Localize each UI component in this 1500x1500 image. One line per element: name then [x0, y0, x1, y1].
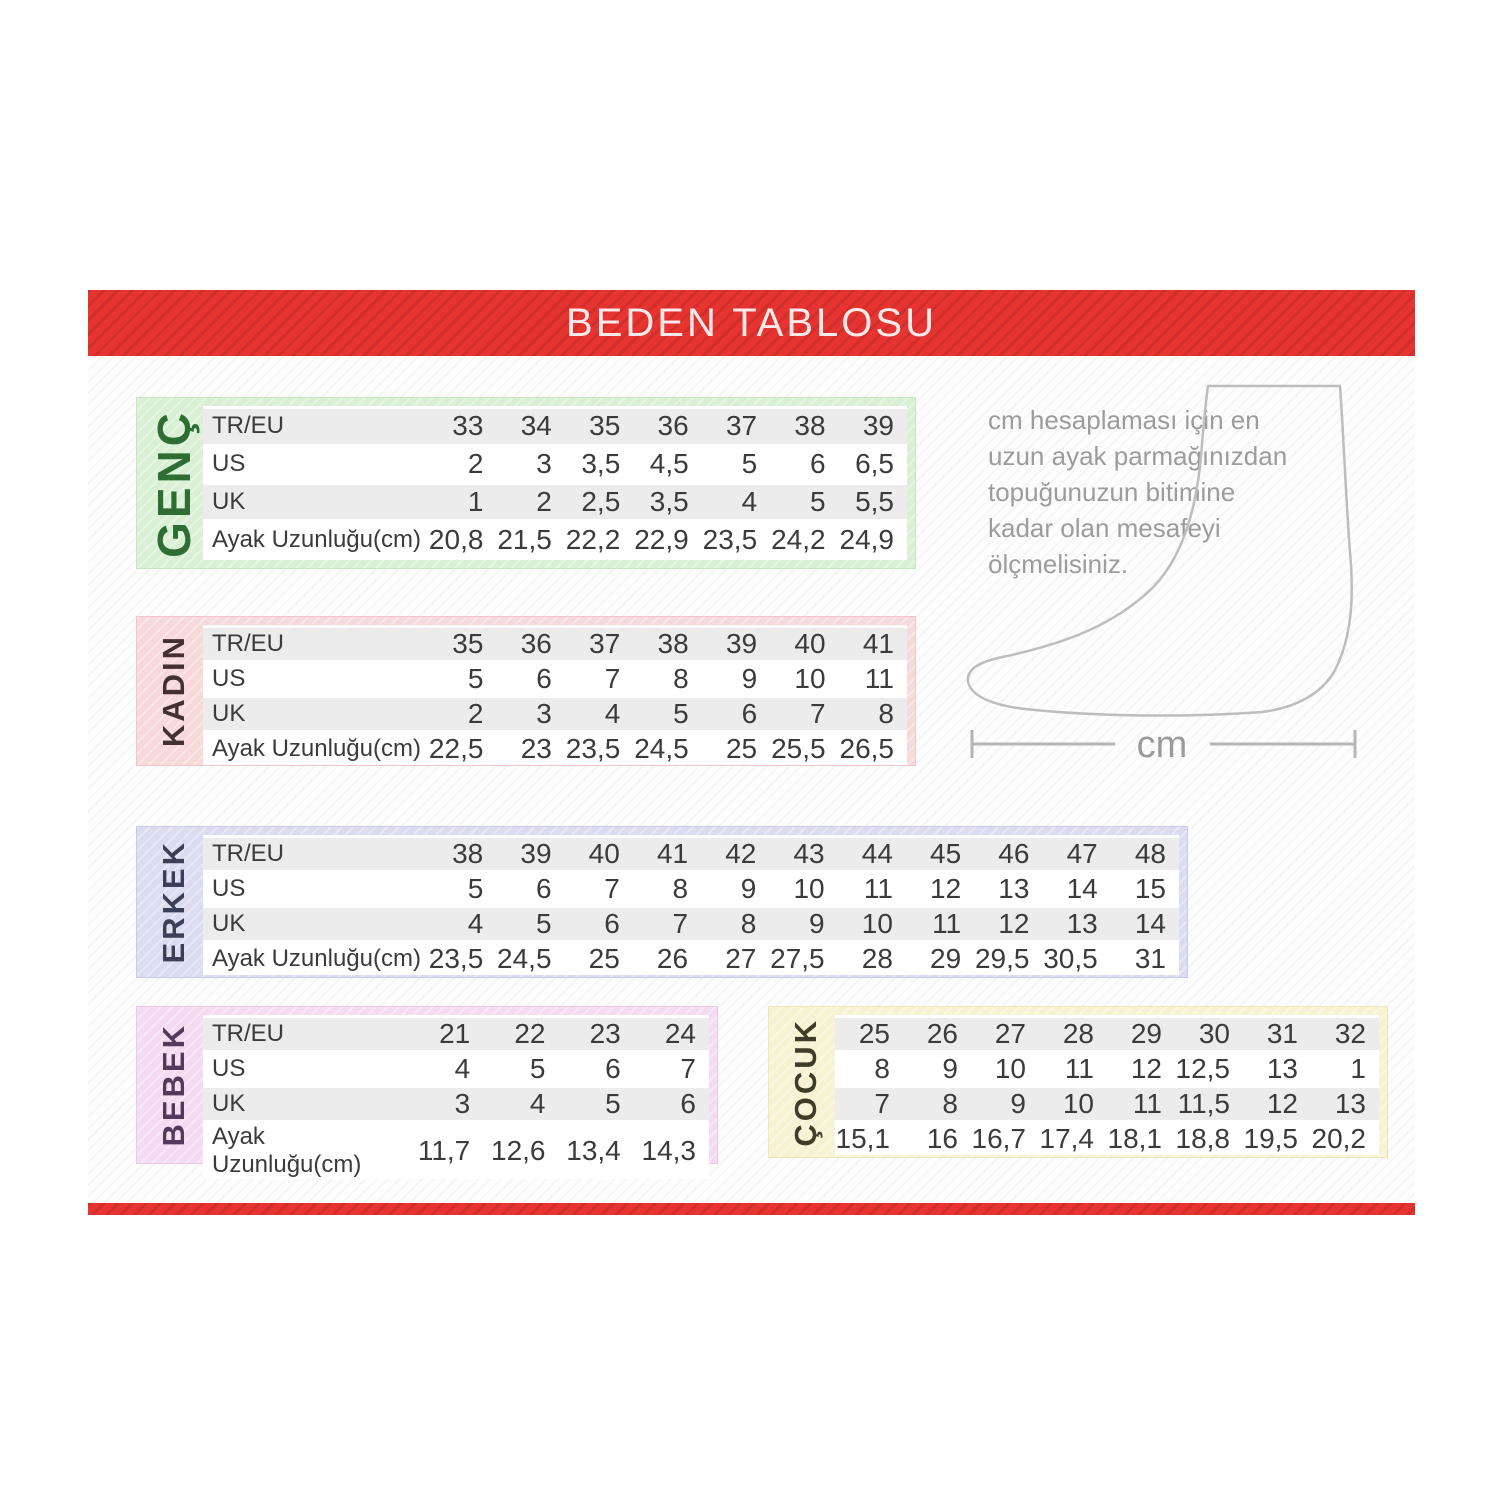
size-cell: 3,5	[565, 447, 633, 482]
size-cell: 7	[565, 663, 633, 695]
row-header-cell: TR/EU	[203, 409, 428, 444]
size-cell: 3	[408, 1088, 483, 1120]
size-cell: 5	[559, 1088, 634, 1120]
row-header-cell: Ayak Uzunluğu(cm)	[203, 1123, 408, 1179]
size-cell: 33	[428, 409, 496, 444]
size-cell: 8	[903, 1088, 971, 1120]
size-cell: 35	[565, 409, 633, 444]
size-cell: 40	[770, 628, 838, 660]
size-cell: 11	[838, 873, 906, 905]
size-cell: 29	[1107, 1018, 1175, 1050]
size-cell: 30,5	[1042, 943, 1110, 975]
size-cell: 12	[1243, 1088, 1311, 1120]
size-cell: 48	[1111, 838, 1179, 870]
size-cell: 11,7	[408, 1123, 483, 1179]
size-cell: 21,5	[496, 522, 564, 557]
size-cell: 6	[496, 873, 564, 905]
size-cell: 7	[770, 698, 838, 730]
size-cell: 15,1	[835, 1123, 903, 1155]
size-cell: 31	[1243, 1018, 1311, 1050]
size-cell: 5	[702, 447, 770, 482]
measure-note-line: ölçmelisiniz.	[988, 549, 1129, 579]
size-cell: 44	[838, 838, 906, 870]
size-cell: 10	[770, 663, 838, 695]
size-cell: 17,4	[1039, 1123, 1107, 1155]
size-cell: 11	[839, 663, 907, 695]
size-cell: 22,9	[633, 522, 701, 557]
size-cell: 46	[974, 838, 1042, 870]
table-label-strip	[145, 835, 203, 969]
size-cell: 10	[971, 1053, 1039, 1085]
size-cell: 24,9	[839, 522, 907, 557]
size-cell: 9	[971, 1088, 1039, 1120]
size-cell: 27	[701, 943, 769, 975]
header-bar	[88, 290, 1415, 356]
size-cell: 6	[634, 1088, 709, 1120]
size-cell: 16,7	[971, 1123, 1039, 1155]
size-cell: 2	[428, 698, 496, 730]
measure-note-line: uzun ayak parmağınızdan	[988, 441, 1288, 471]
size-cell: 20,2	[1311, 1123, 1379, 1155]
table-label-strip	[145, 1015, 203, 1155]
size-table-genc	[136, 397, 916, 569]
size-table-kadin	[136, 616, 916, 766]
size-cell: 26	[903, 1018, 971, 1050]
size-cell: 4	[483, 1088, 558, 1120]
size-cell: 3	[496, 447, 564, 482]
size-cell: 6	[496, 663, 564, 695]
size-cell: 27	[971, 1018, 1039, 1050]
size-cell: 32	[1311, 1018, 1379, 1050]
size-grid	[203, 1015, 709, 1178]
row-header-cell: Ayak Uzunluğu(cm)	[203, 733, 428, 765]
size-cell: 14	[1042, 873, 1110, 905]
size-cell: 5	[633, 698, 701, 730]
row-header-cell: US	[203, 1053, 408, 1085]
size-cell: 39	[496, 838, 564, 870]
measure-note-line: kadar olan mesafeyi	[988, 513, 1221, 543]
size-cell: 24	[634, 1018, 709, 1050]
size-cell: 4	[565, 698, 633, 730]
size-cell: 22,5	[428, 733, 496, 765]
size-cell: 7	[565, 873, 633, 905]
size-cell: 12	[1107, 1053, 1175, 1085]
measure-note-line: cm hesaplaması için en	[988, 405, 1260, 435]
size-cell: 29	[906, 943, 974, 975]
size-cell: 10	[838, 908, 906, 940]
size-cell: 12,5	[1175, 1053, 1243, 1085]
size-cell: 8	[835, 1053, 903, 1085]
size-grid	[203, 625, 907, 764]
size-cell: 25,5	[770, 733, 838, 765]
size-cell: 5	[496, 908, 564, 940]
size-cell: 20,8	[428, 522, 496, 557]
size-cell: 18,1	[1107, 1123, 1175, 1155]
size-cell: 3	[496, 698, 564, 730]
size-cell: 8	[633, 873, 701, 905]
size-cell: 38	[428, 838, 496, 870]
size-cell: 36	[633, 409, 701, 444]
size-cell: 14,3	[634, 1123, 709, 1179]
size-cell: 23,5	[428, 943, 496, 975]
size-cell: 23,5	[702, 522, 770, 557]
size-cell: 43	[769, 838, 837, 870]
size-cell: 30	[1175, 1018, 1243, 1050]
size-cell: 4	[428, 908, 496, 940]
size-cell: 37	[702, 409, 770, 444]
size-cell: 25	[835, 1018, 903, 1050]
table-label: ERKEK	[156, 840, 191, 964]
size-cell: 4,5	[633, 447, 701, 482]
size-cell: 13	[974, 873, 1042, 905]
size-cell: 5	[770, 485, 838, 520]
row-header-cell: US	[203, 873, 428, 905]
size-cell: 10	[1039, 1088, 1107, 1120]
table-label: GENÇ	[148, 408, 200, 558]
size-cell: 2	[428, 447, 496, 482]
size-cell: 29,5	[974, 943, 1042, 975]
size-cell: 39	[839, 409, 907, 444]
table-label-strip	[145, 625, 203, 757]
table-label-strip	[145, 406, 203, 560]
size-cell: 25	[565, 943, 633, 975]
size-cell: 40	[565, 838, 633, 870]
size-cell: 25	[702, 733, 770, 765]
size-cell: 41	[839, 628, 907, 660]
size-cell: 9	[903, 1053, 971, 1085]
size-cell: 12	[906, 873, 974, 905]
size-cell: 7	[633, 908, 701, 940]
measure-note-line: topuğunuzun bitimine	[988, 477, 1236, 507]
size-cell: 9	[702, 663, 770, 695]
size-cell: 22	[483, 1018, 558, 1050]
size-cell: 13	[1243, 1053, 1311, 1085]
size-cell: 45	[906, 838, 974, 870]
table-label: ÇOCUK	[788, 1017, 823, 1147]
size-cell: 28	[838, 943, 906, 975]
size-cell: 1	[428, 485, 496, 520]
size-cell: 35	[428, 628, 496, 660]
cm-unit-label: cm	[1136, 724, 1188, 766]
size-cell: 6	[770, 447, 838, 482]
size-cell: 22,2	[565, 522, 633, 557]
size-cell: 23	[496, 733, 564, 765]
size-cell: 26,5	[839, 733, 907, 765]
size-cell: 21	[408, 1018, 483, 1050]
row-header-cell: UK	[203, 485, 428, 520]
size-cell: 12,6	[483, 1123, 558, 1179]
size-cell: 28	[1039, 1018, 1107, 1050]
size-cell: 13	[1311, 1088, 1379, 1120]
size-cell: 27,5	[769, 943, 837, 975]
size-cell: 6	[559, 1053, 634, 1085]
size-cell: 34	[496, 409, 564, 444]
row-header-cell: Ayak Uzunluğu(cm)	[203, 943, 428, 975]
size-cell: 23	[559, 1018, 634, 1050]
row-header-cell: UK	[203, 698, 428, 730]
size-cell: 11	[906, 908, 974, 940]
size-cell: 19,5	[1243, 1123, 1311, 1155]
size-cell: 31	[1111, 943, 1179, 975]
size-cell: 4	[702, 485, 770, 520]
size-cell: 6	[702, 698, 770, 730]
table-label: BEBEK	[156, 1023, 191, 1147]
size-cell: 13,4	[559, 1123, 634, 1179]
size-cell: 37	[565, 628, 633, 660]
row-header-cell: US	[203, 447, 428, 482]
row-header-cell: UK	[203, 908, 428, 940]
row-header-cell: TR/EU	[203, 838, 428, 870]
size-cell: 5,5	[839, 485, 907, 520]
foot-outline	[968, 386, 1352, 716]
size-cell: 11	[1039, 1053, 1107, 1085]
row-header-cell: Ayak Uzunluğu(cm)	[203, 522, 428, 557]
size-cell: 41	[633, 838, 701, 870]
size-cell: 8	[839, 698, 907, 730]
size-cell: 13	[1042, 908, 1110, 940]
size-cell: 42	[701, 838, 769, 870]
size-table-erkek	[136, 826, 1188, 978]
row-header-cell: TR/EU	[203, 1018, 408, 1050]
size-cell: 9	[701, 873, 769, 905]
page-title: BEDEN TABLOSU	[566, 301, 937, 345]
size-cell: 2	[496, 485, 564, 520]
size-cell: 38	[633, 628, 701, 660]
size-cell: 26	[633, 943, 701, 975]
size-cell: 9	[769, 908, 837, 940]
row-header-cell: UK	[203, 1088, 408, 1120]
size-table-cocuk	[768, 1006, 1388, 1158]
size-cell: 8	[633, 663, 701, 695]
size-cell: 18,8	[1175, 1123, 1243, 1155]
size-cell: 14	[1111, 908, 1179, 940]
size-cell: 11	[1107, 1088, 1175, 1120]
foot-illustration	[950, 382, 1370, 782]
table-label: KADIN	[156, 634, 191, 748]
size-cell: 10	[769, 873, 837, 905]
size-cell: 7	[835, 1088, 903, 1120]
size-cell: 5	[428, 873, 496, 905]
size-cell: 1	[1311, 1053, 1379, 1085]
size-cell: 4	[408, 1053, 483, 1085]
size-cell: 24,5	[633, 733, 701, 765]
size-cell: 23,5	[565, 733, 633, 765]
size-table-bebek	[136, 1006, 718, 1178]
size-cell: 36	[496, 628, 564, 660]
size-cell: 11,5	[1175, 1088, 1243, 1120]
row-header-cell: TR/EU	[203, 628, 428, 660]
size-grid	[835, 1015, 1379, 1154]
size-grid	[203, 406, 907, 560]
size-cell: 6	[565, 908, 633, 940]
size-cell: 2,5	[565, 485, 633, 520]
size-cell: 5	[483, 1053, 558, 1085]
size-cell: 3,5	[633, 485, 701, 520]
size-cell: 5	[428, 663, 496, 695]
size-grid	[203, 835, 1179, 974]
size-cell: 6,5	[839, 447, 907, 482]
size-cell: 7	[634, 1053, 709, 1085]
size-cell: 16	[903, 1123, 971, 1155]
size-cell: 8	[701, 908, 769, 940]
size-cell: 15	[1111, 873, 1179, 905]
size-cell: 39	[702, 628, 770, 660]
size-cell: 24,2	[770, 522, 838, 557]
size-cell: 47	[1042, 838, 1110, 870]
table-label-strip	[777, 1015, 835, 1149]
size-cell: 12	[974, 908, 1042, 940]
row-header-cell: US	[203, 663, 428, 695]
size-cell: 38	[770, 409, 838, 444]
footer-bar	[88, 1203, 1415, 1215]
size-cell: 24,5	[496, 943, 564, 975]
